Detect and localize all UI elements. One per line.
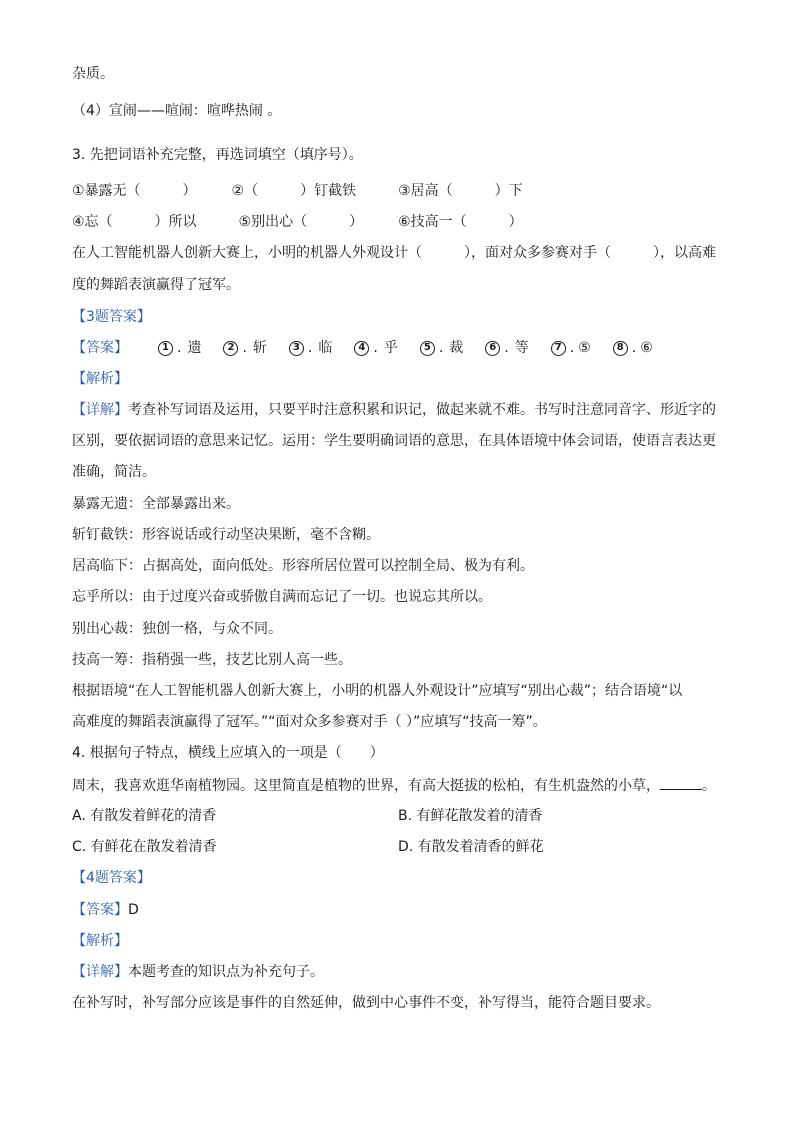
answer-item: 3 . 临 [289, 338, 332, 358]
circled-number: 7 [551, 341, 566, 356]
question-3-answer-row [72, 338, 675, 358]
detail-line: 在补写时，补写部分应该是事件的自然延伸，做到中心事件不变，补写得当，能符合题目要求。 [72, 995, 660, 1011]
definition-line: 忘乎所以：由于过度兴奋或骄傲自满而忘记了一切。也说忘其所以。 [72, 589, 492, 605]
answer-label: 【答案】 [72, 340, 128, 356]
detail-line: 区别，要依据词语的意思来记忆。运用：学生要明确词语的意思，在具体语境中体会词语，使语言表达更 [72, 433, 716, 449]
answer-item: 7 . ⑤ [551, 338, 591, 358]
answer-blank [660, 775, 702, 790]
definition-line: 斩钉截铁：形容说话或行动坚决果断，毫不含糊。 [72, 527, 380, 543]
question-4-answer: 【答案】D [72, 902, 139, 918]
detail-line: 准确，简洁。 [72, 464, 156, 480]
question-4-answer-header: 【4题答案】 [72, 870, 151, 886]
question-3-answer-header: 【3题答案】 [72, 309, 151, 325]
definition-line: 暴露无遗：全部暴露出来。 [72, 496, 240, 512]
option-b: B. 有鲜花散发着的清香 [398, 808, 543, 824]
option-d: D. 有散发着清香的鲜花 [398, 839, 544, 855]
answer-item: 1 . 遗 [158, 338, 201, 358]
circled-number: 6 [485, 341, 500, 356]
circled-number: 8 [613, 341, 628, 356]
detail-line: 【详解】本题考查的知识点为补充句子。 [72, 964, 324, 980]
context-line: 根据语境“在人工智能机器人创新大赛上，小明的机器人外观设计”应填写“别出心裁”；结合语境“以 [72, 683, 683, 699]
circled-number: 4 [354, 341, 369, 356]
answer-item: 6 . 等 [485, 338, 528, 358]
circled-number: 1 [158, 341, 173, 356]
option-a: A. 有散发着鲜花的清香 [72, 808, 217, 824]
question-4-sentence: 周末，我喜欢逛华南植物园。这里简直是植物的世界，有高大挺拔的松柏，有生机盎然的小草， 。 [72, 775, 716, 796]
context-line: 高难度的舞蹈表演赢得了冠军。”“面对众多参赛对手（ ）”应填写“技高一筹”。 [72, 714, 547, 730]
answer-item: 5 . 裁 [420, 338, 463, 358]
fill-sentence-line: 在人工智能机器人创新大赛上，小明的机器人外观设计（ ），面对众多参赛对手（ ），以高难 [72, 245, 716, 261]
fill-sentence-line: 度的舞蹈表演赢得了冠军。 [72, 277, 240, 293]
circled-number: 2 [223, 341, 238, 356]
definition-line: 技高一筹：指稍强一些，技艺比别人高一些。 [72, 652, 352, 668]
circled-number: 5 [420, 341, 435, 356]
analysis-label: 【解析】 [72, 371, 128, 387]
answer-item: 8 . ⑥ [613, 338, 653, 358]
question-3-title: 3. 先把词语补充完整，再选词填空（填序号）。 [72, 147, 363, 163]
option-c: C. 有鲜花在散发着清香 [72, 839, 217, 855]
definition-line: 居高临下：占据高处，面向低处。形容所居位置可以控制全局、极为有利。 [72, 558, 534, 574]
detail-line: 【详解】考查补写词语及运用，只要平时注意积累和识记，做起来就不难。书写时注意同音字、形近字的 [72, 402, 716, 418]
text-line: 杂质。 [72, 66, 114, 82]
definition-line: 别出心裁：独创一格，与众不同。 [72, 621, 282, 637]
analysis-label: 【解析】 [72, 933, 128, 949]
answer-items [158, 338, 675, 358]
text-line: （4）宣闹——喧闹：喧哗热闹 。 [72, 103, 282, 119]
word-blanks-row-1: ①暴露无（ ） ②（ ）钉截铁 ③居高（ ）下 [72, 183, 523, 199]
question-4-title: 4. 根据句子特点，横线上应填入的一项是（ ） [72, 745, 384, 761]
answer-item: 2 . 斩 [223, 338, 266, 358]
answer-item: 4 . 乎 [354, 338, 397, 358]
circled-number: 3 [289, 341, 304, 356]
word-blanks-row-2: ④忘（ ）所以 ⑤别出心（ ） ⑥技高一（ ） [72, 214, 523, 230]
